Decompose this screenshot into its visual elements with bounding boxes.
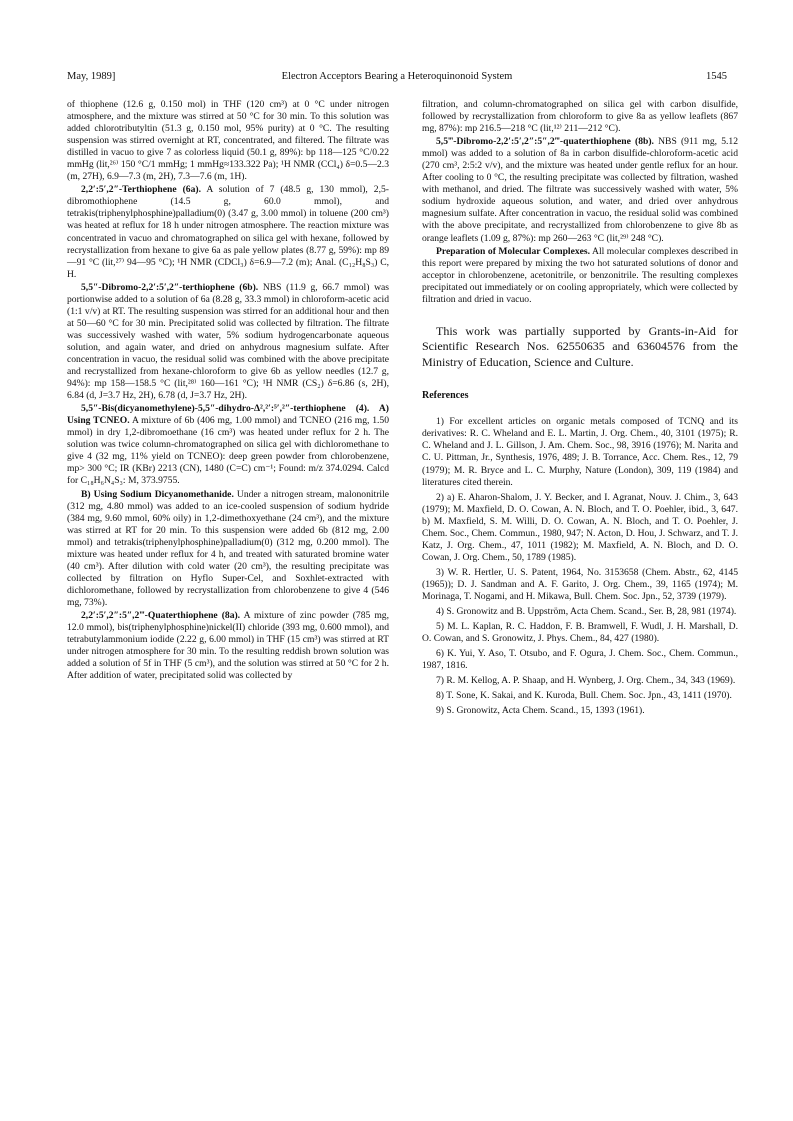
reference-item: 8) T. Sone, K. Sakai, and K. Kuroda, Bull. Chem. Soc. Jpn., 43, 1411 (1970).	[436, 690, 732, 702]
acknowledgement: This work was partially supported by Grants-in-Aid for Scientific Research Nos. 62550635 and 63604576 from the Ministry of Education, Science and Culture.	[422, 323, 738, 369]
right-column	[422, 99, 738, 720]
reference-item: 4) S. Gronowitz and B. Uppström, Acta Chem. Scand., Ser. B, 28, 981 (1974).	[436, 606, 737, 618]
reference-item: 7) R. M. Kellog, A. P. Shaap, and H. Wynberg, J. Org. Chem., 34, 343 (1969).	[436, 675, 736, 687]
paragraph	[67, 489, 389, 609]
running-header	[67, 71, 727, 85]
paragraph	[67, 184, 389, 280]
paragraph-text: A solution of 7 (48.5 g, 130 mmol), 2,5-dibromothiophene (14.5 g, 60.0 mmol), and tetrakis(triphenylphosphine)palladium(0) (3.47 g, 3.00 mmol) in toluene (200 cm³) was heated at reflux for 18 h under nitrogen atmosphere. The reaction mixture was concentrated in vacuo and chromatographed on silica gel with hexane, followed by recrystallization from hexane to give 6a as pale yellow plates (8.77 g, 59%): mp 89—91 °C (lit,²⁷⁾ 94—95 °C); ¹H NMR (CDCl₃) δ=6.9—7.2 (m); Anal. (C₁₂H₈S₃) C, H.	[67, 184, 389, 280]
reference-item: 3) W. R. Hertler, U. S. Patent, 1964, No. 3153658 (Chem. Abstr., 62, 4145 (1965)); D. J. Sandman and A. F. Garito, J. Org. Chem., 39, 1165 (1974); M. Morinaga, T. Nogami, and H. Mikawa, Bull. Chem. Soc. Jpn., 52, 3739 (1979).	[422, 566, 738, 602]
paragraph-text: NBS (911 mg, 5.12 mmol) was added to a solution of 8a in carbon disulfide-chloroform-acetic acid (270 cm³, 2:5:2 v/v), and the mixture was heated under gentle reflux for an hour. After cooling to 0 °C, the resulting precipitate was collected by filtration, washed with methanol, and dried. The filtrate was successively washed with water, 5% sodium hydroxide aqueous solution, and water, and dried over anhydrous magnesium sulfate. After concentration in vacuo, the residual solid was combined with the above precipitate, and recrystallized from chlorobenzene to give 8b as orange leaflets (1.09 g, 87%): mp 260—263 °C (lit,²⁹⁾ 248 °C).	[422, 136, 738, 244]
reference-item: 6) K. Yui, Y. Aso, T. Otsubo, and F. Ogura, J. Chem. Soc., Chem. Commun., 1987, 1816.	[422, 648, 738, 672]
section-heading: 5,5″-Bis(dicyanomethylene)-5,5″-dihydro-Δ²,²′:⁵′,²″-terthiophene (4). A) Using TCNEO.	[67, 403, 389, 427]
header-date: May, 1989]	[67, 71, 116, 82]
paragraph	[422, 99, 738, 135]
paragraph	[67, 403, 389, 487]
paragraph	[67, 610, 389, 682]
paragraph-text: filtration, and column-chromatographed on silica gel with carbon disulfide, followed by recrystallization from chloroform to give 8a as yellow leaflets (867 mg, 87%): mp 216.5—218 °C (lit,¹²⁾ 211—212 °C).	[422, 99, 738, 135]
section-heading: 2,2′:5′,2″-Terthiophene (6a).	[81, 184, 201, 196]
reference-item: 1) For excellent articles on organic metals composed of TCNQ and its derivatives: R. C. Wheland and E. L. Martin, J. Org. Chem., 40, 3101 (1975); R. C. Wheland and J. L. Gillson, J. Am. Chem. Soc., 98, 3916 (1976); M. Narita and C. U. Pittman, Jr., Synthesis, 1976, 489; J. B. Torrance, Acc. Chem. Res., 12, 79 (1979); M. R. Bryce and L. C. Murphy, Nature (London), 309, 119 (1984) and literatures cited therein.	[422, 416, 738, 488]
section-heading: Preparation of Molecular Complexes.	[436, 245, 591, 257]
paragraph-text: of thiophene (12.6 g, 0.150 mol) in THF (120 cm³) at 0 °C under nitrogen atmosphere, and the mixture was stirred at 50 °C for 30 min. To this solution was added chlorotributyltin (51.3 g, 0.150 mol, 95% purity) at 0 °C. The resulting suspension was stirred overnight at RT, concentrated, and filtered. The filtrate was distilled in vacuo to give 7 as colorless liquid (50.1 g, 89%): bp 118—125 °C/0.22 mmHg (lit,²⁶⁾ 150 °C/1 mmHg; 1 mmHg≈133.322 Pa); ¹H NMR (CCl₄) δ=0.5—2.3 (m, 27H), 6.9—7.3 (m, 2H), 7.3—7.6 (m, 1H).	[67, 99, 389, 183]
reference-list	[422, 416, 738, 717]
section-heading: 5,5‴-Dibromo-2,2′:5′,2″:5″,2‴-quaterthiophene (8b).	[436, 136, 654, 148]
paragraph-text: Under a nitrogen stream, malononitrile (312 mg, 4.80 mmol) was added to an ice-cooled suspension of sodium hydride (384 mg, 9.60 mmol, 60% oily) in 1,2-dimethoxyethane (24 cm³), and the mixture was stirred at RT for 20 min. To this suspension were added 6b (812 mg, 2.00 mmol) and tetrakis(triphenylphosphine)palladium(0) (312 mg, 0.200 mmol). The mixture was heated under reflux for 4 h, and treated with saturated bromine water (40 cm³). After dilution with cold water (20 cm³), the resulting precipitate was collected by filtration on Hyflo Super-Cel, and Soxhlet-extracted with dichloromethane, followed by recrystallization from chlorobenzene to give 4 (546 mg, 73%).	[67, 488, 390, 608]
paragraph-text: All molecular complexes described in this report were prepared by mixing the two hot saturated solutions of donor and acceptor in chlorobenzene, acetonitrile, or benzonitrile. The resulting complexes precipitated out immediately or on cooling appropriately, which were collected by filtration and dried in vacuo.	[422, 245, 738, 305]
paragraph-text: A mixture of zinc powder (785 mg, 12.0 mmol), bis(triphenylphosphine)nickel(II) chloride (393 mg, 0.600 mmol), and tetrabutylammonium iodide (2.22 g, 6.00 mmol) in THF (15 cm³) was stirred at RT under nitrogen atmosphere for 30 min. To the resulting reddish brown solution was added a solution of 5f in THF (5 cm³), and the solution was stirred at 50 °C for 2 h. After addition of water, precipitated solid was collected by	[67, 609, 389, 682]
section-heading: 5,5″-Dibromo-2,2′:5′,2″-terthiophene (6b).	[81, 281, 259, 293]
section-heading: 2,2′:5′,2″:5″,2‴-Quaterthiophene (8a).	[81, 609, 241, 621]
reference-item: 9) S. Gronowitz, Acta Chem. Scand., 15, 1393 (1961).	[436, 705, 645, 717]
paragraph-text: A mixture of 6b (406 mg, 1.00 mmol) and TCNEO (216 mg, 1.50 mmol) in dry 1,2-dibromoethane (16 cm³) was heated under reflux for 2 h. The solution was twice column-chromatographed on silica gel with dichloromethane to give 4 (32 mg, 11% yield on TCNEO): deep green powder from chlorobenzene, mp> 300 °C; IR (KBr) 2213 (CN), 1480 (C=C) cm⁻¹; Found: m/z 374.0294. Calcd for C₁₈H₆N₄S₃: M, 373.9755.	[67, 415, 390, 487]
reference-item: 5) M. L. Kaplan, R. C. Haddon, F. B. Bramwell, F. Wudl, J. H. Marshall, D. O. Cowan, and S. Gronowitz, J. Phys. Chem., 84, 427 (1980).	[422, 621, 738, 645]
page-number: 1545	[706, 71, 727, 82]
section-heading: B) Using Sodium Dicyanomethanide.	[81, 488, 234, 500]
paragraph	[67, 282, 389, 402]
paragraph-text: NBS (11.9 g, 66.7 mmol) was portionwise added to a solution of 6a (8.28 g, 33.3 mmol) in chloroform-acetic acid (1:1 v/v) at RT. The resulting suspension was stirred for an additional hour and then at 50—60 °C for 30 min. Precipitated solid was collected by filtration. The filtrate was successively washed with water, 5% sodium hydrogencarbonate aqueous solution, and again water, and dried on anhydrous magnesium sulfate. After concentration in vacuo, the residual solid was combined with the above precipitate and recrystallized from hexane-chloroform to give 6b as yellow needles (12.7 g, 94%): mp 158—158.5 °C (lit,²⁸⁾ 160—161 °C); ¹H NMR (CS₂) δ=6.86 (s, 2H), 6.84 (d, J=3.7 Hz, 2H), 6.78 (d, J=3.7 Hz, 2H).	[67, 281, 389, 402]
paragraph	[67, 99, 389, 183]
paragraph	[422, 246, 738, 306]
left-column	[67, 99, 389, 682]
references-heading: References	[422, 390, 469, 402]
paragraph	[422, 136, 738, 244]
header-title: Electron Acceptors Bearing a Heteroquinonoid System	[281, 71, 513, 82]
reference-item: 2) a) E. Aharon-Shalom, J. Y. Becker, and I. Agranat, Nouv. J. Chim., 3, 643 (1979); M. Maxfield, D. O. Cowan, A. N. Bloch, and T. O. Poehler, ibid., 3, 647. b) M. Maxfield, S. M. Willi, D. O. Cowan, A. N. Bloch, and T. O. Poehler, J. Chem. Soc., Chem. Commun., 1980, 947; N. Acton, D. Hou, J. Schwarz, and T. J. Katz, J. Org. Chem., 47, 1011 (1982); M. Maxfield, A. N. Bloch, and D. O. Cowan, J. Org. Chem., 50, 1789 (1985).	[422, 491, 738, 563]
